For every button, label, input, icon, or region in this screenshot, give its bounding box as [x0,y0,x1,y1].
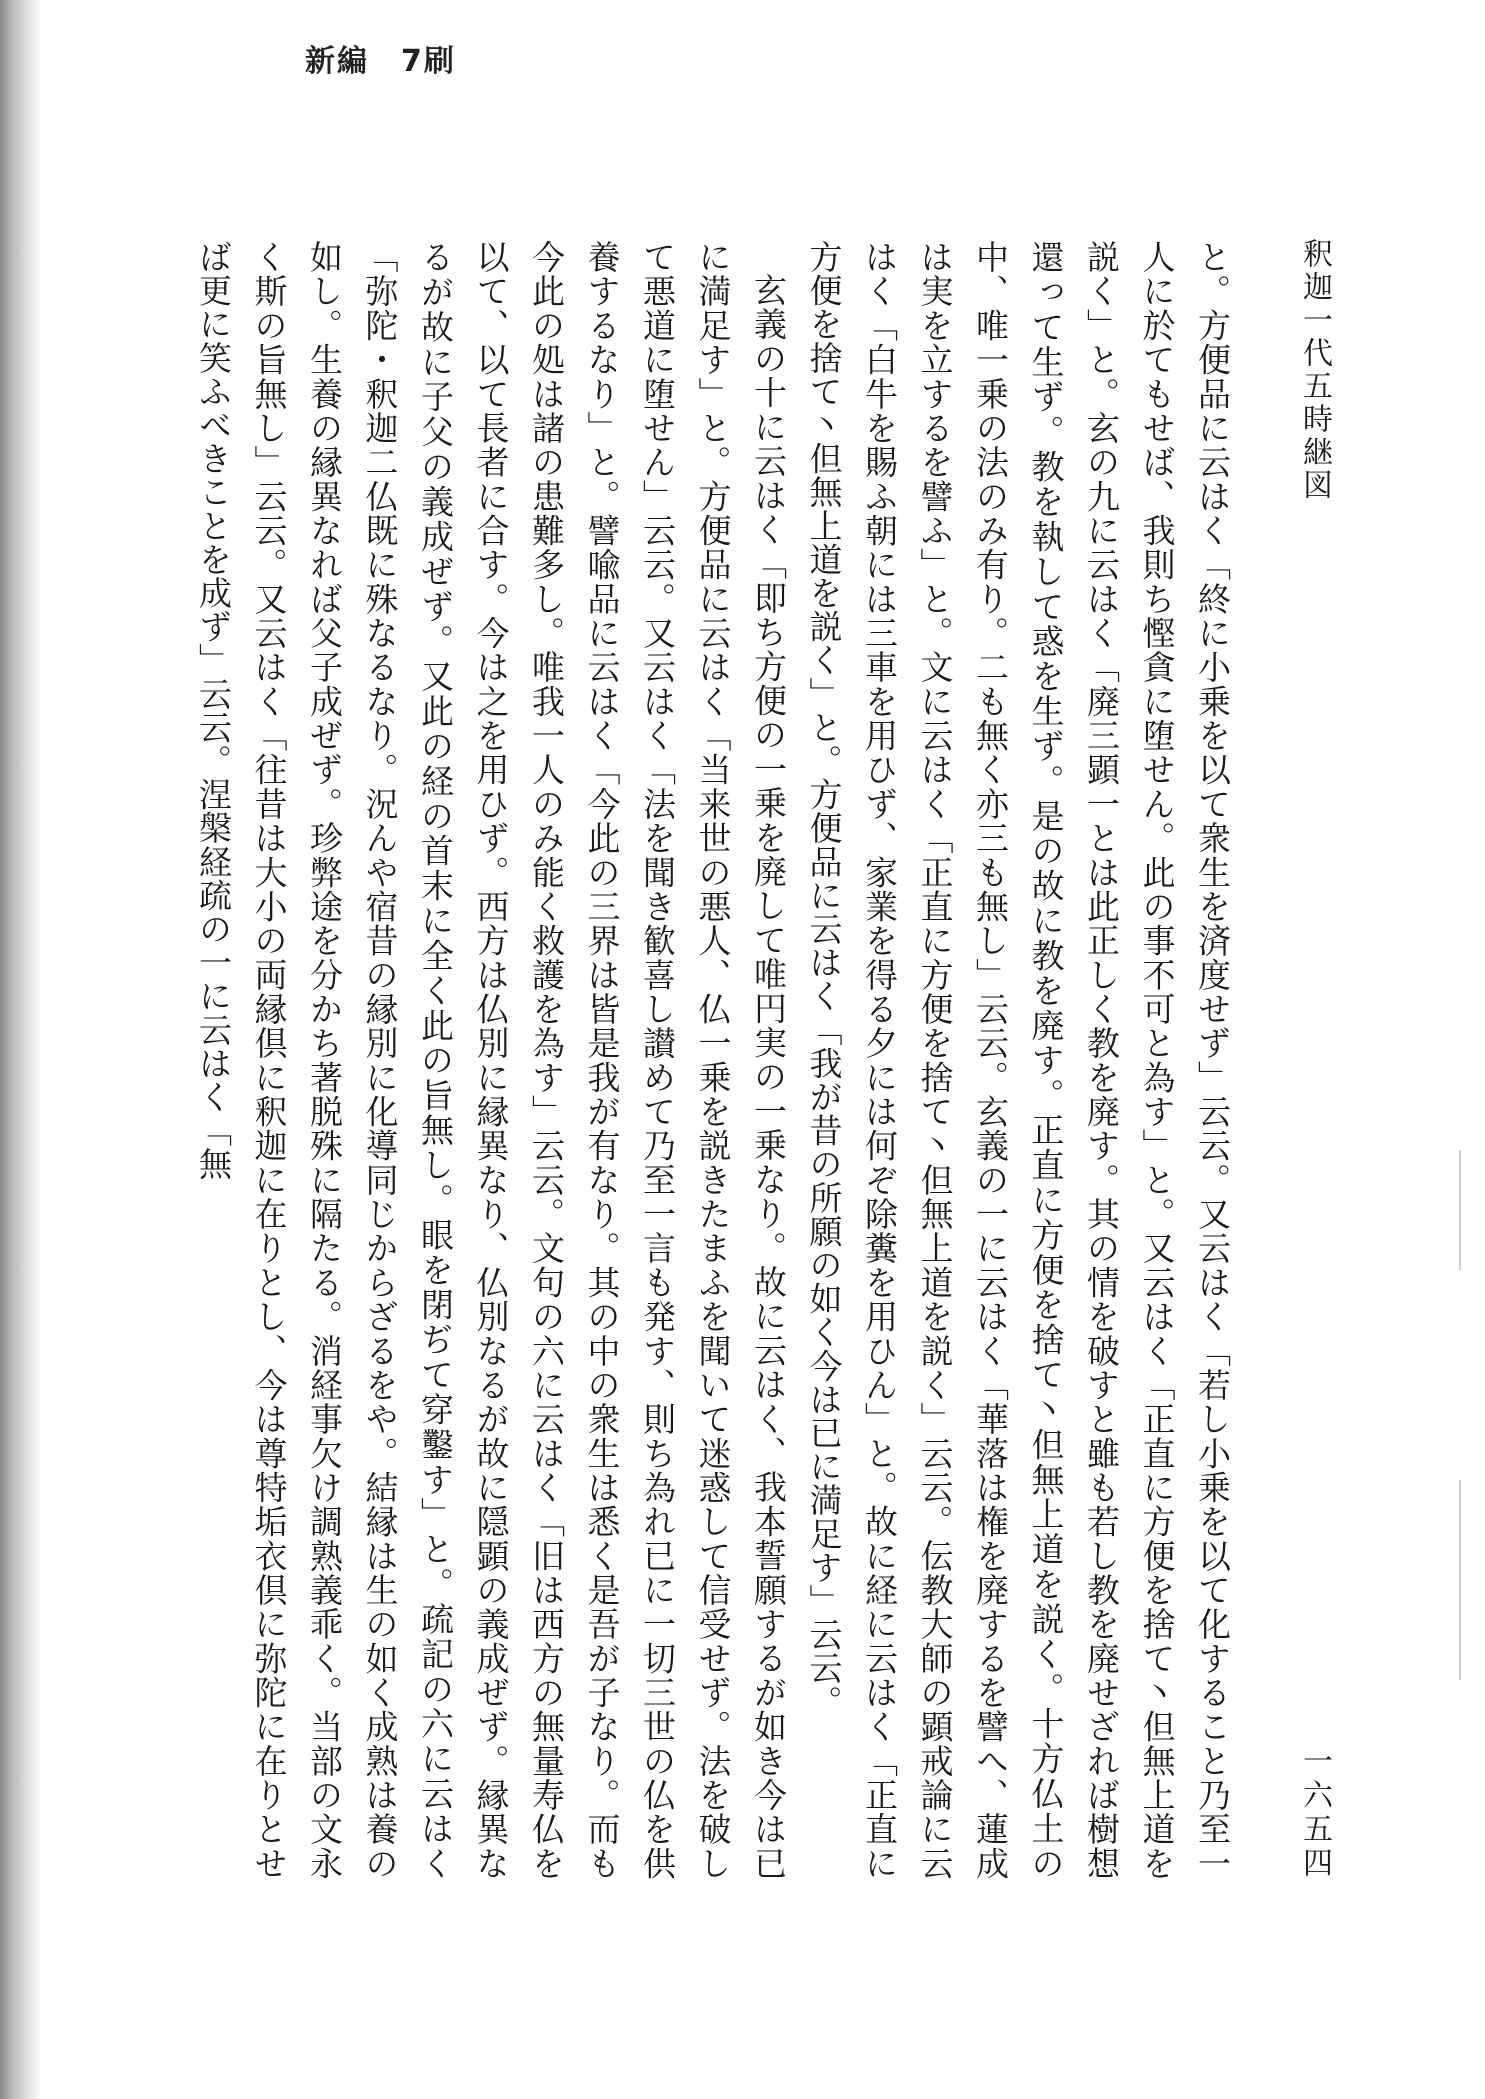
paragraph-1: と。方便品に云はく「終に小乗を以て衆生を済度せず」云云。又云はく「若し小乗を以て化すること乃至一人に於てもせば、我則ち慳貪に堕せん。此の事不可と為す」と。又云はく「正直に方便を捨て丶但無上道を説く」と。玄の九に云はく「廃三顕一とは此正しく教を廃す。其の情を破すと雖も若し教を廃せざれば樹想還って生ず。教を執して惑を生ず。是の故に教を廃す。正直に方便を捨て丶但無上道を説く。十方仏土の中、唯一乗の法のみ有り。二も無く亦三も無し」云云。玄義の一に云はく「華落は権を廃するを譬へ、蓮成は実を立するを譬ふ」と。文に云はく「正直に方便を捨て丶但無上道を説く」云云。伝教大師の顕戒論に云はく「白牛を賜ふ朝には三車を用ひず、家業を得る夕には何ぞ除糞を用ひん」と。故に経に云はく「正直に方便を捨て丶但無上道を説く」と。方便品に云はく「我が昔の所願の如く今は已に満足す」云云。 [804,240,1232,1880]
scan-artifact [1459,1150,1461,1270]
paragraph-2: 玄義の十に云はく「即ち方便の一乗を廃して唯円実の一乗なり。故に云はく、我本誓願するが如き今は已に満足す」と。方便品に云はく「当来世の悪人、仏一乗を説きたまふを聞いて迷惑して信受せず。法を破して悪道に堕せん」云云。又云はく「法を聞き歓喜し讃めて乃至一言も発す、則ち為れ已に一切三世の仏を供養するなり」と。譬喩品に云はく「今此の三界は皆是我が有なり。其の中の衆生は悉く是吾が子なり。而も今此の処は諸の患難多し。唯我一人のみ能く救護を為す」云云。文句の六に云はく「旧は西方の無量寿仏を以て、以て長者に合す。今は之を用ひず。西方は仏別に縁異なり、仏別なるが故に隠顕の義成ぜず。縁異なるが故に子父の義成ぜず。又此の経の首末に全く此の旨無し。眼を閉ぢて穿鑿す」と。疏記の六に云はく「弥陀・釈迦二仏既に殊なるなり。況んや宿昔の縁別に化導同じからざるをや。結縁は生の如く成熟は養の如し。生養の縁異なれば父子成ぜず。珍弊途を分かち著脱殊に隔たる。消経事欠け調熟義乖く。当部の文永く斯の旨無し」云云。又云はく「往昔は大小の両縁倶に釈迦に在りとし、今は尊特垢衣倶に弥陀に在りとせば更に笑ふべきことを成ず」云云。涅槃経疏の一に云はく「無 [194,240,788,1880]
scan-artifact [1459,1480,1461,1680]
vertical-text-block [140,240,1240,1880]
running-head: 釈迦一代五時継図 [1297,238,1332,502]
binding-shadow [0,0,42,2099]
page-number: 一六五四 [1297,1745,1332,1881]
edition-stamp: 新編 7刷 [305,44,456,79]
